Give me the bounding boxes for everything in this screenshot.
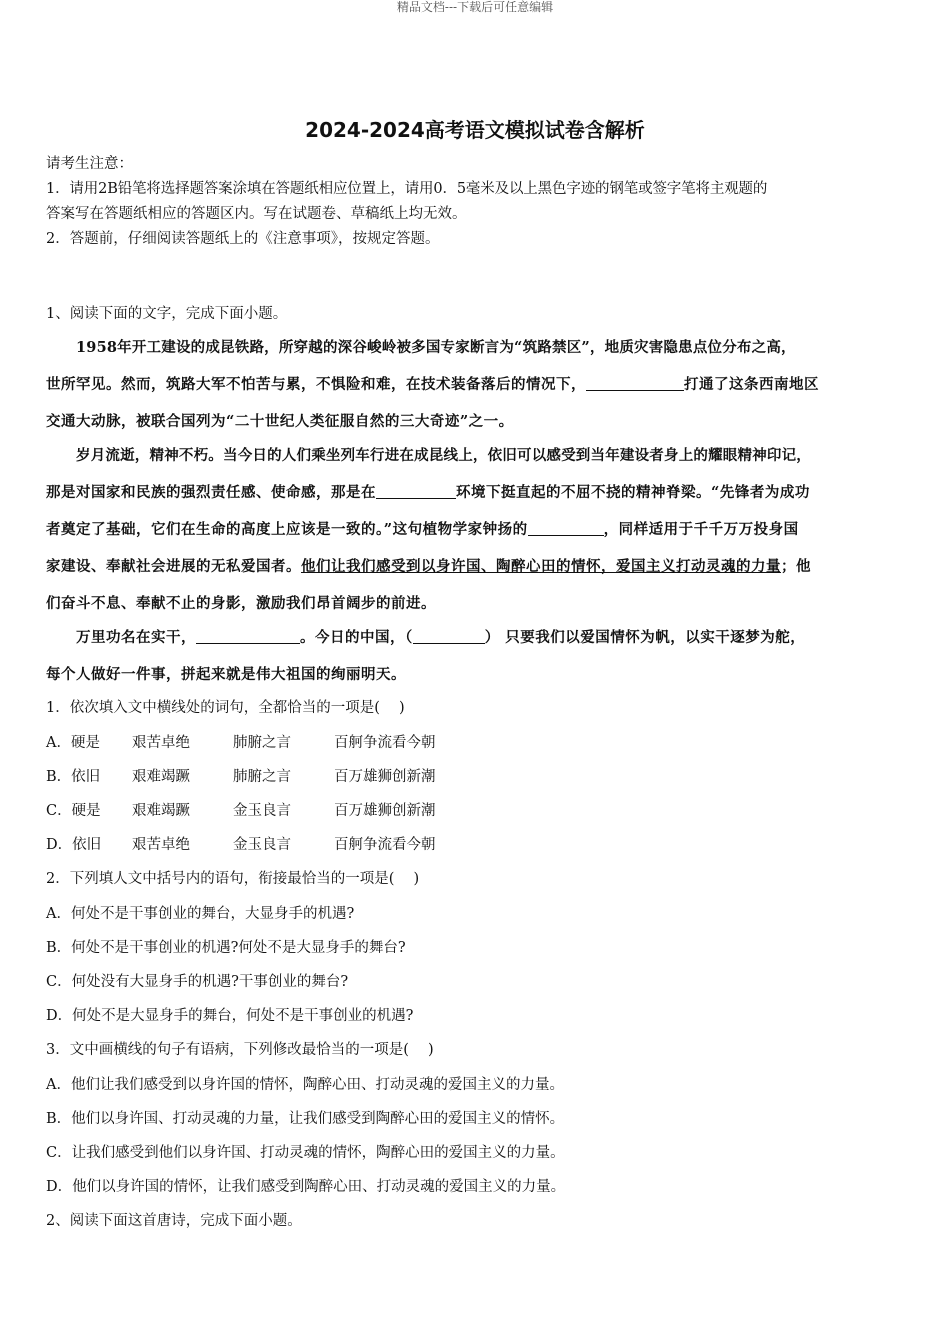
passage-p2-line-5 [46,592,436,613]
option-word: 艰苦卓绝 [132,735,190,751]
option-word: 金玉良言 [233,837,291,853]
option-word: 百舸争流看今朝 [334,735,436,751]
question-3-option-d[interactable]: D．他们以身许国的情怀，让我们感受到陶醉心田、打动灵魂的爱国主义的力量。 [46,1179,566,1195]
passage-text: 交通大动脉，被联合国列为“二十世纪人类征服自然的三大奇迹”之一。 [46,413,514,430]
blank-3 [528,521,604,536]
question-1-option-a[interactable] [46,731,436,752]
passage-p2-line-2 [46,481,810,502]
question-2-option-c[interactable]: C．何处没有大显身手的机遇?干事创业的舞台? [46,974,349,990]
question-1-option-d[interactable] [46,833,436,854]
passage-p1-line-2 [46,373,819,394]
blank-5 [413,629,485,644]
option-label: A．硬是 [46,735,100,751]
passage-text: 打通了这条西南地区 [684,376,819,393]
passage-text: ；他 [781,558,811,575]
passage-text: 世所罕见。然而，筑路大军不怕苦与累，不惧险和难，在技术装备落后的情况下， [46,376,586,393]
exam-title: 2024-2024高考语文模拟试卷含解析 [305,118,645,142]
passage-p1-line-3 [46,410,514,431]
option-word: 百舸争流看今朝 [334,837,436,853]
passage-text: 岁月流逝，精神不朽。当今日的人们乘坐列车行进在成昆线上，依旧可以感受到当年建设者身上的耀眼精神印记， [76,447,811,464]
question-2-option-d[interactable]: D．何处不是大显身手的舞台，何处不是干事创业的机遇? [46,1008,414,1024]
option-word: 肺腑之言 [233,735,291,751]
option-word: 百万雄狮创新潮 [334,803,436,819]
option-word: 肺腑之言 [233,769,291,785]
passage-text: 1958年开工建设的成昆铁路，所穿越的深谷峻岭被多国专家断言为“筑路禁区”，地质灾害隐患点位分布之高， [76,339,796,356]
passage-text: 环境下挺直起的不屈不挠的精神脊梁。“先锋者为成功 [456,484,810,501]
notice-heading: 请考生注意： [46,156,133,172]
passage-p3-line-2 [46,663,406,684]
option-word: 艰难竭蹶 [132,803,190,819]
blank-1 [586,376,684,391]
option-label: B．依旧 [46,769,101,785]
passage-text: 那是对国家和民族的强烈责任感、使命感，那是在 [46,484,376,501]
option-word: 金玉良言 [233,803,291,819]
option-word: 艰难竭蹶 [132,769,190,785]
underlined-sentence: 他们让我们感受到以身许国、陶醉心田的情怀，爱国主义打动灵魂的力量 [301,558,781,575]
passage-p2-line-3 [46,518,799,539]
question-1-stem: 1．依次填入文中横线处的词句，全都恰当的一项是( ) [46,700,405,716]
question-1-option-c[interactable] [46,799,436,820]
passage-text: 。今日的中国，（ [300,629,413,646]
question-3-option-c[interactable]: C．让我们感受到他们以身许国、打动灵魂的情怀，陶醉心田的爱国主义的力量。 [46,1145,565,1161]
option-word: 百万雄狮创新潮 [334,769,436,785]
option-label: C．硬是 [46,803,101,819]
passage-text: 家建设、奉献社会进展的无私爱国者。 [46,558,301,575]
notice-item-1-line-1: 1．请用2B铅笔将选择题答案涂填在答题纸相应位置上，请用0．5毫米及以上黑色字迹的钢笔或签字笔将主观题的 [46,181,768,197]
section-2-heading: 2、阅读下面这首唐诗，完成下面小题。 [46,1213,302,1229]
passage-p3-line-1 [76,626,805,647]
question-3-stem: 3．文中画横线的句子有语病，下列修改最恰当的一项是( ) [46,1042,434,1058]
option-word: 艰苦卓绝 [132,837,190,853]
passage-p1-line-1 [76,336,796,357]
passage-text: 每个人做好一件事，拼起来就是伟大祖国的绚丽明天。 [46,666,406,683]
question-1-option-b[interactable] [46,765,436,786]
passage-text: 者奠定了基础，它们在生命的高度上应该是一致的。”这句植物学家钟扬的 [46,521,528,538]
blank-2 [376,484,456,499]
blank-4 [196,629,300,644]
notice-item-1-line-2: 答案写在答题纸相应的答题区内。写在试题卷、草稿纸上均无效。 [46,206,467,222]
passage-text: ） 只要我们以爱国情怀为帆，以实干逐梦为舵， [484,629,806,646]
passage-p2-line-1 [76,444,811,465]
question-3-option-b[interactable]: B．他们以身许国、打动灵魂的力量，让我们感受到陶醉心田的爱国主义的情怀。 [46,1111,565,1127]
question-2-option-b[interactable]: B．何处不是干事创业的机遇?何处不是大显身手的舞台? [46,940,406,956]
section-1-heading: 1、阅读下面的文字，完成下面小题。 [46,306,288,322]
option-label: D．依旧 [46,837,102,853]
notice-item-2: 2．答题前，仔细阅读答题纸上的《注意事项》，按规定答题。 [46,231,440,247]
passage-p2-line-4 [46,555,811,576]
question-3-option-a[interactable]: A．他们让我们感受到以身许国的情怀，陶醉心田、打动灵魂的爱国主义的力量。 [46,1077,564,1093]
passage-text: 万里功名在实干， [76,629,196,646]
question-2-option-a[interactable]: A．何处不是干事创业的舞台，大显身手的机遇? [46,906,355,922]
page-header: 精品文档---下载后可任意编辑 [396,0,554,14]
passage-text: ，同样适用于千千万万投身国 [603,521,799,538]
passage-text: 们奋斗不息、奉献不止的身影，激励我们昂首阔步的前进。 [46,595,436,612]
question-2-stem: 2．下列填人文中括号内的语句，衔接最恰当的一项是( ) [46,871,420,887]
